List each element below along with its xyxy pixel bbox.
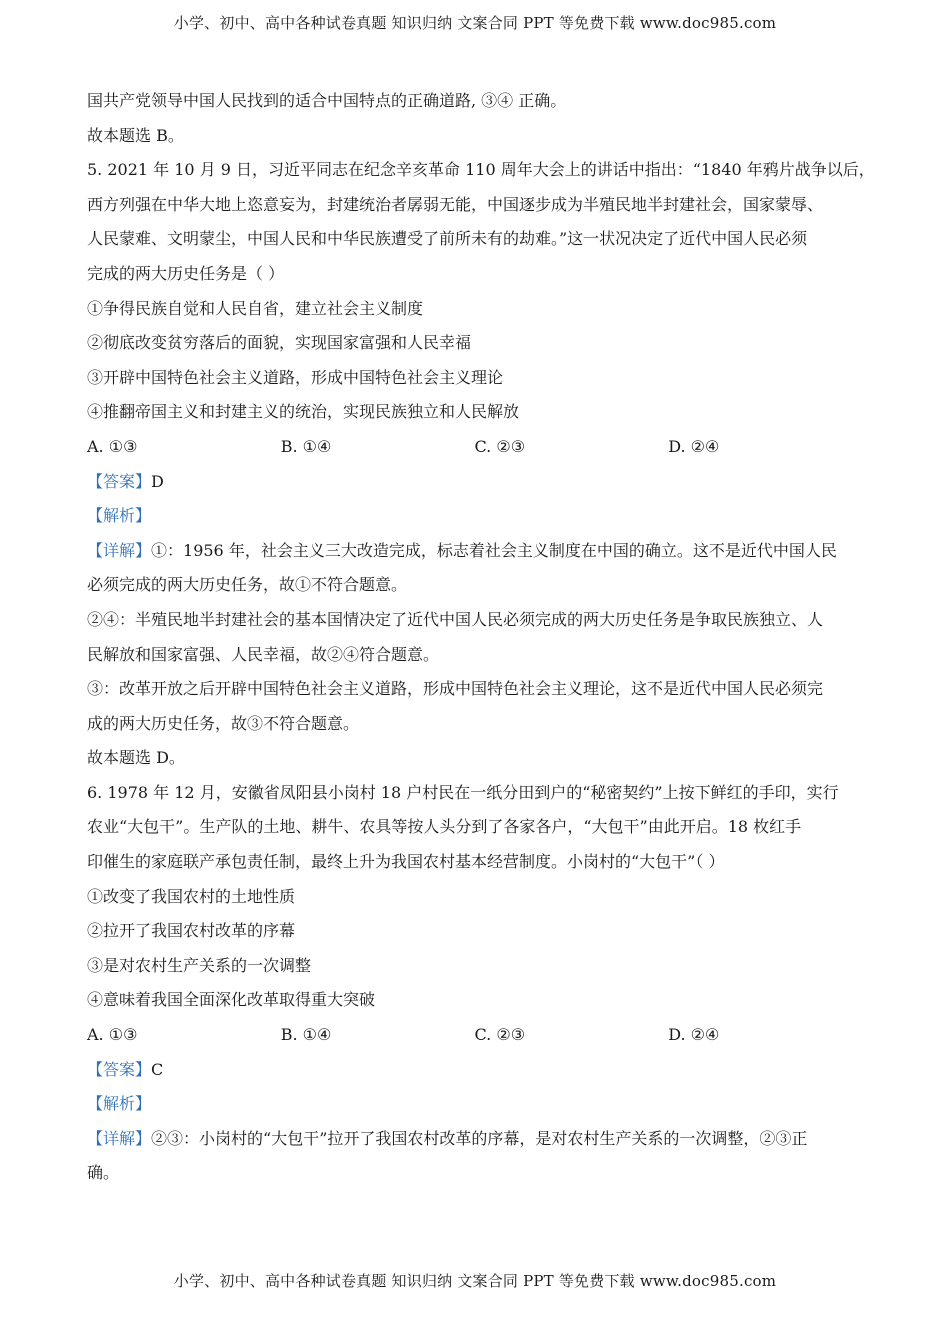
q6-option-c: C. ②③ xyxy=(474,1025,526,1045)
q5-detail-line: 必须完成的两大历史任务，故①不符合题意。 xyxy=(87,575,408,595)
detail-tag: 【详解】 xyxy=(87,1128,152,1148)
q6-option-b: B. ①④ xyxy=(280,1025,332,1045)
prev-answer-line: 国共产党领导中国人民找到的适合中国特点的正确道路, ③④ 正确。 xyxy=(87,91,567,110)
page-footer: 小学、初中、高中各种试卷真题 知识归纳 文案合同 PPT 等免费下载 www.doc985.com xyxy=(173,1272,777,1290)
q6-answer xyxy=(87,1053,862,1088)
question-5 xyxy=(87,153,875,776)
q5-option-d: D. ②④ xyxy=(668,436,720,456)
q6-stem-line: 农业“大包干”。生产队的土地、耕牛、农具等按人头分到了各家各户，“大包干”由此开启。18 枚红手 xyxy=(87,817,802,837)
q5-analysis xyxy=(87,499,862,534)
q6-options xyxy=(87,1018,862,1053)
q5-item: ③开辟中国特色社会主义道路，形成中国特色社会主义理论 xyxy=(87,367,504,387)
q5-conclusion: 故本题选 D。 xyxy=(87,748,185,768)
q5-stem-line: 完成的两大历史任务是（ ） xyxy=(87,263,285,283)
detail-tag: 【详解】 xyxy=(87,540,152,560)
answer-tag: 【答案】 xyxy=(87,471,152,491)
q5-item: ①争得民族自觉和人民自省，建立社会主义制度 xyxy=(87,298,424,318)
q6-item: ②拉开了我国农村改革的序幕 xyxy=(87,921,296,941)
q6-stem-line: 印催生的家庭联产承包责任制，最终上升为我国农村基本经营制度。小岗村的“大包干”（ ） xyxy=(87,852,725,872)
q5-stem-line: 西方列强在中华大地上恣意妄为，封建统治者孱弱无能，中国逐步成为半殖民地半封建社会，国家蒙辱、 xyxy=(87,194,824,214)
q6-item: ④意味着我国全面深化改革取得重大突破 xyxy=(87,990,376,1010)
q5-option-a: A. ①③ xyxy=(87,436,138,456)
answer-value: D xyxy=(151,471,164,491)
q5-stem-line: 人民蒙难、文明蒙尘，中国人民和中华民族遭受了前所未有的劫难。”这一状况决定了近代中国人民必须 xyxy=(87,229,808,249)
analysis-tag: 【解析】 xyxy=(87,1094,152,1114)
q5-detail-line xyxy=(87,534,862,569)
q6-item: ③是对农村生产关系的一次调整 xyxy=(87,955,312,975)
q5-option-c: C. ②③ xyxy=(474,436,526,456)
q6-detail-line: 确。 xyxy=(87,1163,120,1183)
q5-option-b: B. ①④ xyxy=(280,436,332,456)
document-body xyxy=(87,84,875,1191)
q5-detail-line: 民解放和国家富强、人民幸福，故②④符合题意。 xyxy=(87,644,440,664)
q6-option-a: A. ①③ xyxy=(87,1025,138,1045)
prev-conclusion: 故本题选 B。 xyxy=(87,125,184,145)
q5-detail-line: ③：改革开放之后开辟中国特色社会主义道路，形成中国特色社会主义理论，这不是近代中国人民必须完 xyxy=(87,679,824,699)
analysis-tag: 【解析】 xyxy=(87,506,152,526)
answer-value: C xyxy=(151,1059,164,1079)
question-6 xyxy=(87,776,862,1191)
q6-item: ①改变了我国农村的土地性质 xyxy=(87,886,296,906)
q6-option-d: D. ②④ xyxy=(668,1025,720,1045)
q5-item: ④推翻帝国主义和封建主义的统治，实现民族独立和人民解放 xyxy=(87,402,520,422)
answer-tag: 【答案】 xyxy=(87,1059,152,1079)
q5-answer xyxy=(87,465,862,500)
q6-stem-line: 6. 1978 年 12 月，安徽省凤阳县小岗村 18 户村民在一纸分田到户的“秘密契约”上按下鲜红的手印，实行 xyxy=(87,782,839,802)
q5-item: ②彻底改变贫穷落后的面貌，实现国家富强和人民幸福 xyxy=(87,333,472,353)
q5-stem-line: 5. 2021 年 10 月 9 日，习近平同志在纪念辛亥革命 110 周年大会上的讲话中指出：“1840 年鸦片战争以后， xyxy=(87,160,875,180)
detail-text: ①：1956 年，社会主义三大改造完成，标志着社会主义制度在中国的确立。这不是近代中国人民 xyxy=(151,540,837,560)
q5-detail-line: 成的两大历史任务，故③不符合题意。 xyxy=(87,713,360,733)
detail-text: ②③：小岗村的“大包干”拉开了我国农村改革的序幕，是对农村生产关系的一次调整，②③正 xyxy=(151,1128,808,1148)
q5-options xyxy=(87,430,862,465)
q5-detail-line: ②④：半殖民地半封建社会的基本国情决定了近代中国人民必须完成的两大历史任务是争取民族独立、人 xyxy=(87,609,824,629)
page-header: 小学、初中、高中各种试卷真题 知识归纳 文案合同 PPT 等免费下载 www.doc985.com xyxy=(173,14,777,32)
q6-detail-line xyxy=(87,1122,862,1157)
q6-analysis xyxy=(87,1087,862,1122)
